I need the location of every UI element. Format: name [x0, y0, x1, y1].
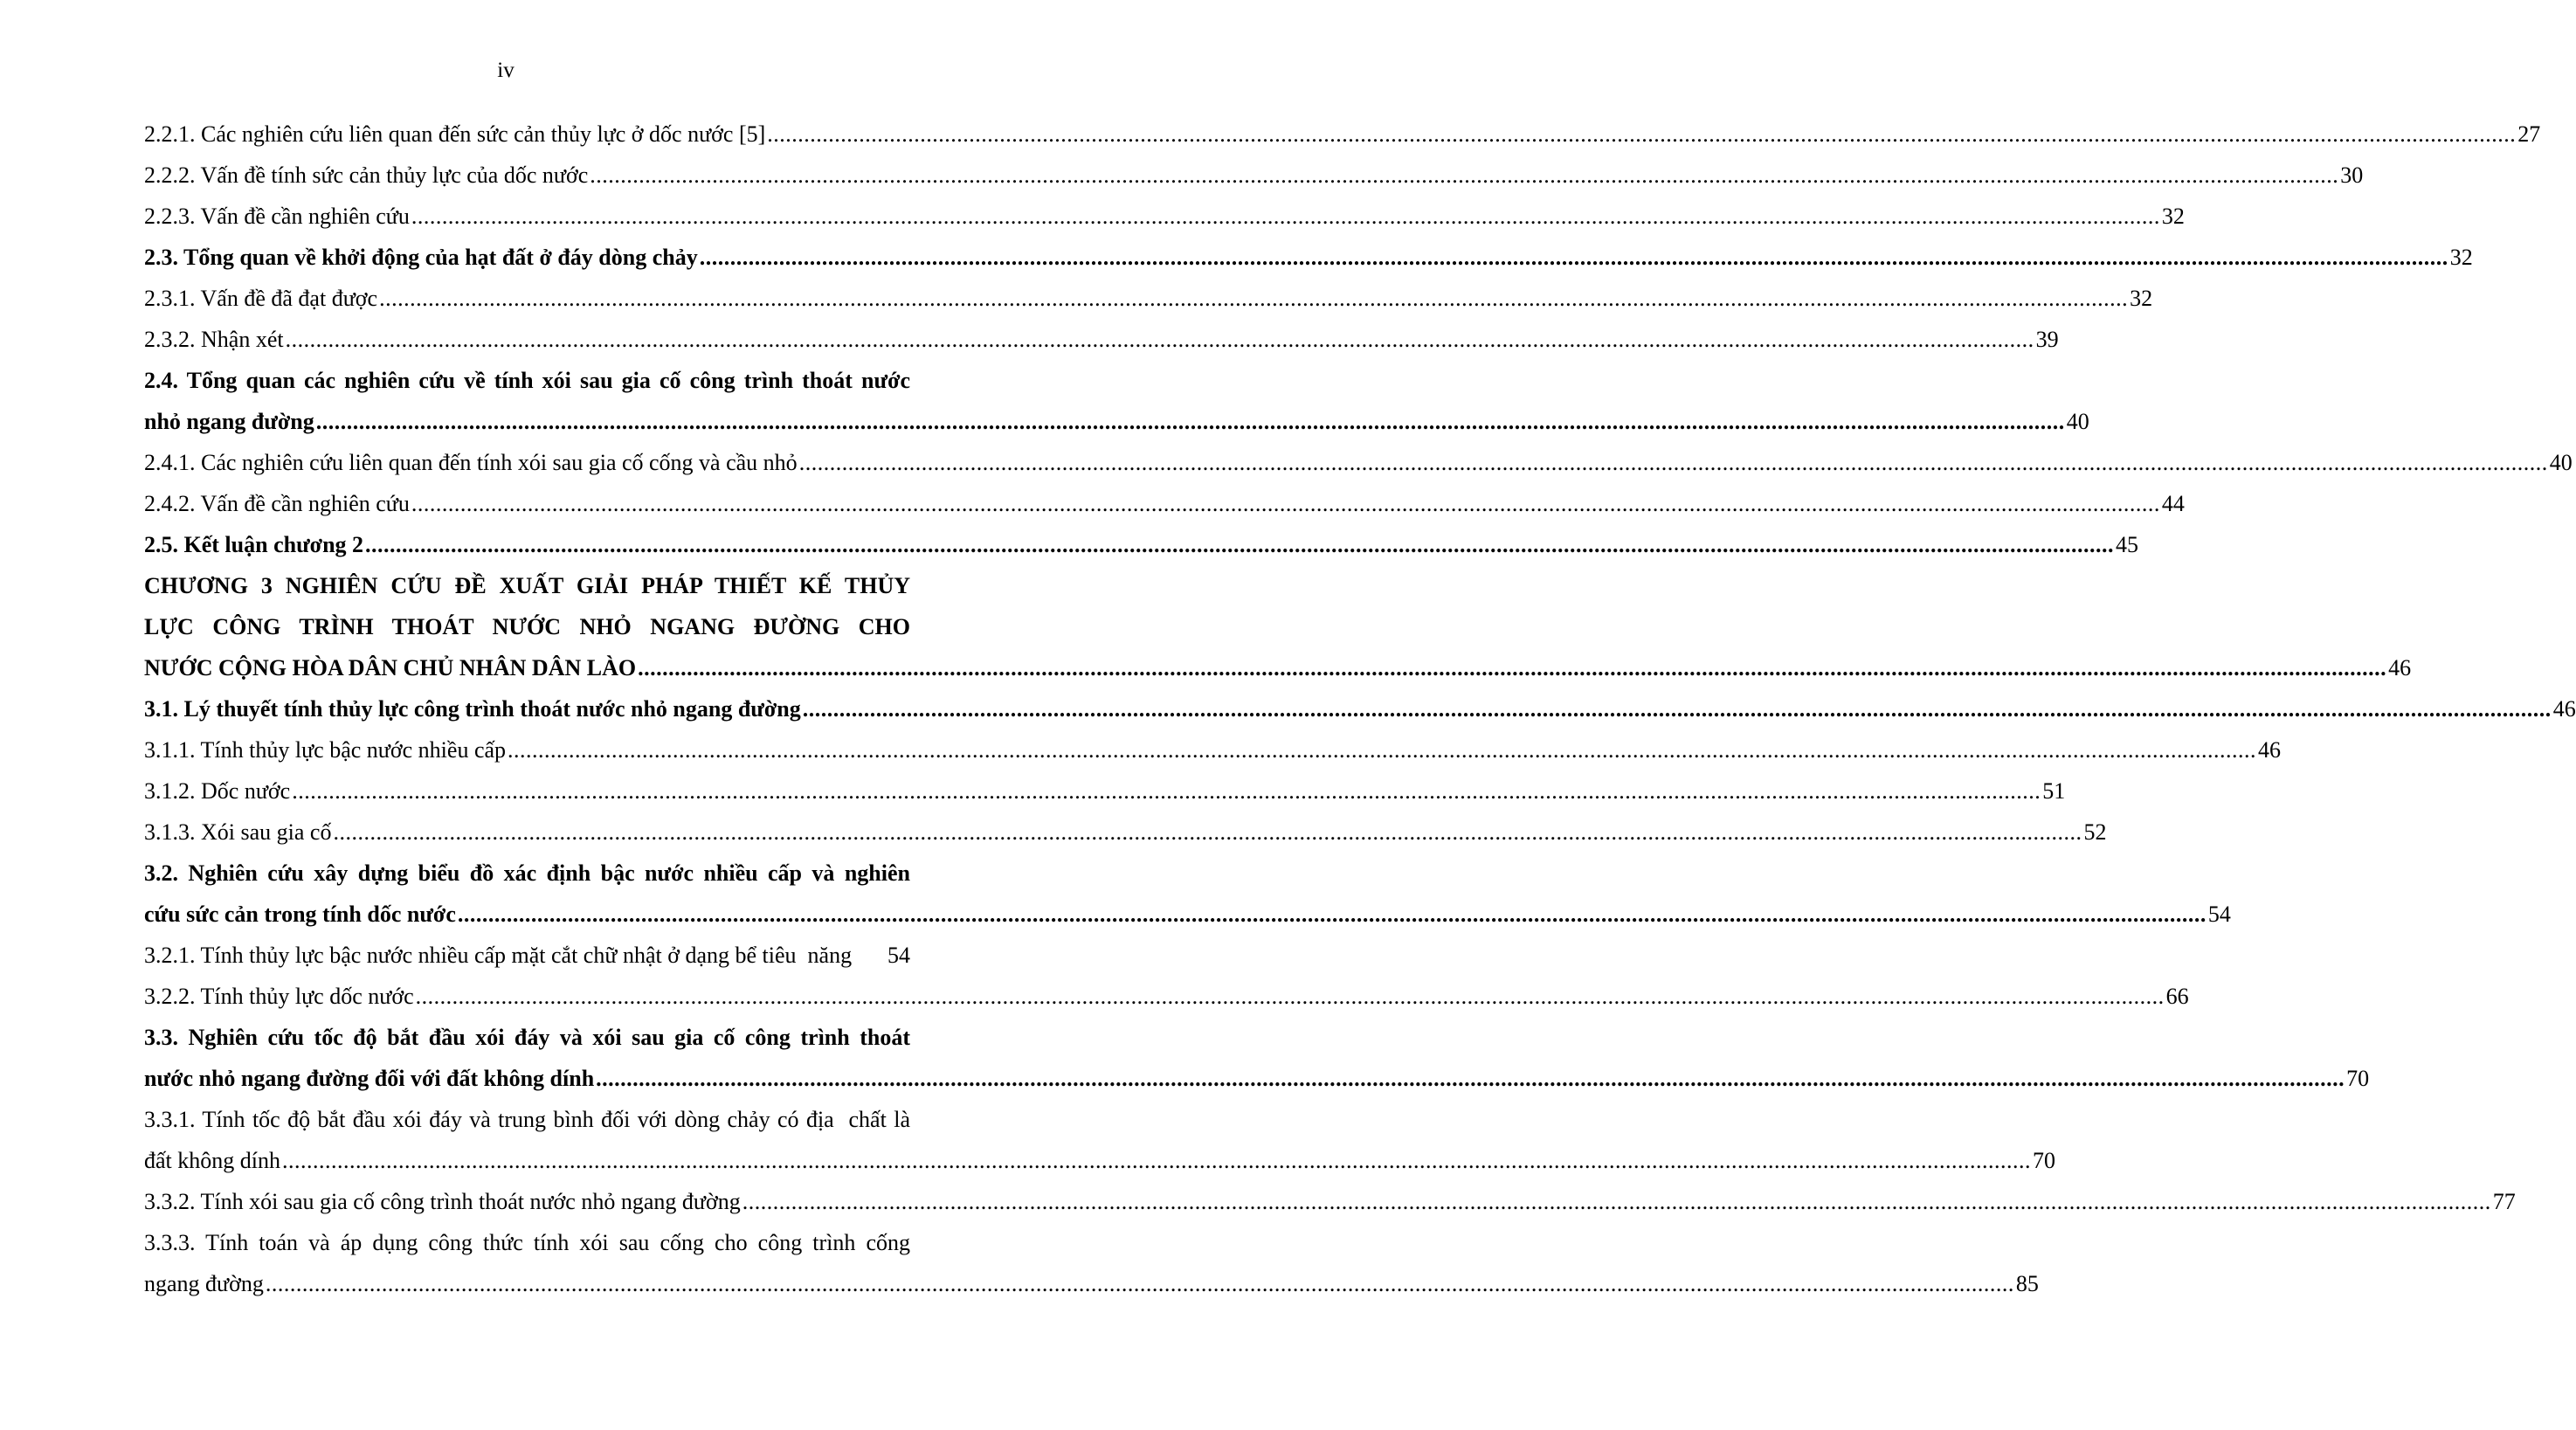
dot-leader	[286, 319, 2034, 360]
toc-entry-title-line: 2.4. Tổng quan các nghiên cứu về tính xói sau gia cố công trình thoát nước	[144, 368, 910, 393]
dot-leader	[379, 278, 2128, 319]
toc-entry-title-line: 3.2. Nghiên cứu xây dựng biểu đồ xác định bậc nước nhiều cấp và nghiên	[144, 860, 910, 886]
toc-entry-title: 2.4.1. Các nghiên cứu liên quan đến tính xói sau gia cố cống và cầu nhỏ	[144, 450, 798, 475]
toc-entry-page: 44	[2161, 491, 2185, 516]
toc-entry-page: 46	[2552, 696, 2576, 722]
dot-leader	[411, 483, 2160, 524]
toc-entry-page: 52	[2083, 819, 2107, 845]
toc-entry-page: 30	[2340, 162, 2364, 188]
toc-entry-page: 51	[2042, 778, 2066, 804]
dot-leader	[799, 442, 2548, 483]
toc-entry-title: nước nhỏ ngang đường đối với đất không dính	[144, 1066, 595, 1091]
toc-entry-page: 46	[2258, 737, 2282, 763]
toc-entry-title: nhỏ ngang đường	[144, 409, 314, 434]
toc-entry-title: NƯỚC CỘNG HÒA DÂN CHỦ NHÂN DÂN LÀO	[144, 655, 637, 680]
toc-entry-title: 3.1.2. Dốc nước	[144, 778, 291, 804]
dot-leader	[416, 976, 2165, 1017]
toc-entry-2-3[interactable]	[144, 237, 2473, 278]
toc-entry-2-2-2[interactable]	[144, 155, 2364, 196]
table-of-contents	[144, 114, 2576, 1304]
toc-entry-page: 54	[887, 943, 910, 968]
toc-entry-title: 3.2.2. Tính thủy lực dốc nước	[144, 984, 414, 1009]
toc-entry-2-2-3[interactable]	[144, 196, 2185, 237]
toc-entry-title: ngang đường	[144, 1271, 264, 1296]
toc-entry-2-4-2[interactable]	[144, 483, 2185, 524]
toc-entry-page: 77	[2492, 1189, 2516, 1214]
toc-entry-3-2-2[interactable]	[144, 976, 2189, 1017]
dot-leader	[803, 688, 2552, 729]
dot-leader	[596, 1058, 2345, 1099]
dot-leader	[742, 1181, 2491, 1222]
toc-entry-title: 3.1.3. Xói sau gia cố	[144, 819, 332, 845]
toc-entry-title: 3.2.1. Tính thủy lực bậc nước nhiều cấp mặt cắt chữ nhật ở dạng bể tiêu năng	[144, 943, 853, 968]
toc-entry-3-2[interactable]	[144, 853, 2231, 935]
dot-leader	[365, 524, 2114, 565]
toc-entry-page: 66	[2165, 984, 2189, 1009]
toc-entry-3-1-1[interactable]	[144, 729, 2282, 770]
dot-leader	[266, 1263, 2014, 1304]
dot-leader	[458, 894, 2207, 935]
toc-entry-title: 3.3.2. Tính xói sau gia cố công trình thoát nước nhỏ ngang đường	[144, 1189, 741, 1214]
toc-entry-page: 39	[2035, 327, 2059, 352]
dot-leader	[590, 155, 2338, 196]
toc-entry-3-3-2[interactable]	[144, 1181, 2516, 1222]
toc-entry-title: cứu sức cản trong tính dốc nước	[144, 902, 456, 927]
toc-entry-page: 46	[2388, 655, 2412, 680]
toc-entry-title-line: 3.3.1. Tính tốc độ bắt đầu xói đáy và trung bình đối với dòng chảy có địa chất là	[144, 1107, 910, 1132]
toc-entry-2-4-1[interactable]	[144, 442, 2573, 483]
dot-leader	[767, 114, 2516, 155]
dot-leader	[333, 812, 2082, 853]
dot-leader	[700, 237, 2448, 278]
toc-entry-page: 85	[2015, 1271, 2039, 1296]
page-number: iv	[497, 59, 515, 82]
toc-entry-3-1-2[interactable]	[144, 770, 2066, 812]
dot-leader	[292, 770, 2041, 812]
toc-entry-page: 40	[2066, 409, 2089, 434]
toc-entry-page: 32	[2130, 286, 2153, 311]
toc-entry-page: 70	[2346, 1066, 2370, 1091]
toc-entry-2-3-2[interactable]	[144, 319, 2059, 360]
toc-entry-title-line: LỰC CÔNG TRÌNH THOÁT NƯỚC NHỎ NGANG ĐƯỜNG CHO	[144, 614, 910, 639]
dot-leader	[316, 401, 2065, 442]
toc-entry-title: 2.3.1. Vấn đề đã đạt được	[144, 286, 378, 311]
toc-entry-title: 2.2.2. Vấn đề tính sức cản thủy lực của dốc nước	[144, 162, 589, 188]
toc-entry-title: 2.5. Kết luận chương 2	[144, 532, 364, 557]
toc-entry-page: 54	[2207, 902, 2231, 927]
toc-entry-page: 32	[2161, 204, 2185, 229]
toc-entry-title: đất không dính	[144, 1148, 280, 1173]
toc-entry-title-line: CHƯƠNG 3 NGHIÊN CỨU ĐỀ XUẤT GIẢI PHÁP THIẾT KẾ THỦY	[144, 573, 910, 598]
dot-leader	[638, 647, 2386, 688]
toc-entry-title: 3.1. Lý thuyết tính thủy lực công trình thoát nước nhỏ ngang đường	[144, 696, 801, 722]
toc-entry-title: 2.2.1. Các nghiên cứu liên quan đến sức cản thủy lực ở dốc nước [5]	[144, 121, 766, 147]
toc-entry-title: 2.4.2. Vấn đề cần nghiên cứu	[144, 491, 410, 516]
toc-entry-3-3-3[interactable]	[144, 1222, 2039, 1304]
toc-entry-3-3-1[interactable]	[144, 1099, 2055, 1181]
toc-entry-page: 45	[2116, 532, 2139, 557]
toc-entry-3-3[interactable]	[144, 1017, 2370, 1099]
toc-entry-title: 2.3.2. Nhận xét	[144, 327, 284, 352]
toc-entry-2-4[interactable]	[144, 360, 2089, 442]
toc-entry-2-2-1[interactable]	[144, 114, 2541, 155]
dot-leader	[282, 1140, 2031, 1181]
toc-entry-title: 3.1.1. Tính thủy lực bậc nước nhiều cấp	[144, 737, 507, 763]
toc-entry-chapter-3[interactable]	[144, 565, 2412, 688]
toc-entry-title: 2.3. Tổng quan về khởi động của hạt đất ở đáy dòng chảy	[144, 245, 698, 270]
dot-leader	[411, 196, 2160, 237]
toc-entry-page: 32	[2449, 245, 2473, 270]
toc-entry-title: 2.2.3. Vấn đề cần nghiên cứu	[144, 204, 410, 229]
toc-entry-2-5[interactable]	[144, 524, 2139, 565]
toc-entry-title-line: 3.3. Nghiên cứu tốc độ bắt đầu xói đáy và xói sau gia cố công trình thoát	[144, 1025, 910, 1050]
toc-entry-title-line: 3.3.3. Tính toán và áp dụng công thức tính xói sau cống cho công trình cống	[144, 1230, 910, 1255]
toc-entry-3-1-3[interactable]	[144, 812, 2107, 853]
toc-entry-page: 40	[2549, 450, 2573, 475]
dot-leader	[508, 729, 2256, 770]
toc-entry-2-3-1[interactable]	[144, 278, 2153, 319]
toc-entry-page: 27	[2517, 121, 2541, 147]
toc-entry-page: 70	[2033, 1148, 2055, 1173]
toc-entry-3-2-1[interactable]	[144, 935, 910, 976]
toc-entry-3-1[interactable]	[144, 688, 2576, 729]
